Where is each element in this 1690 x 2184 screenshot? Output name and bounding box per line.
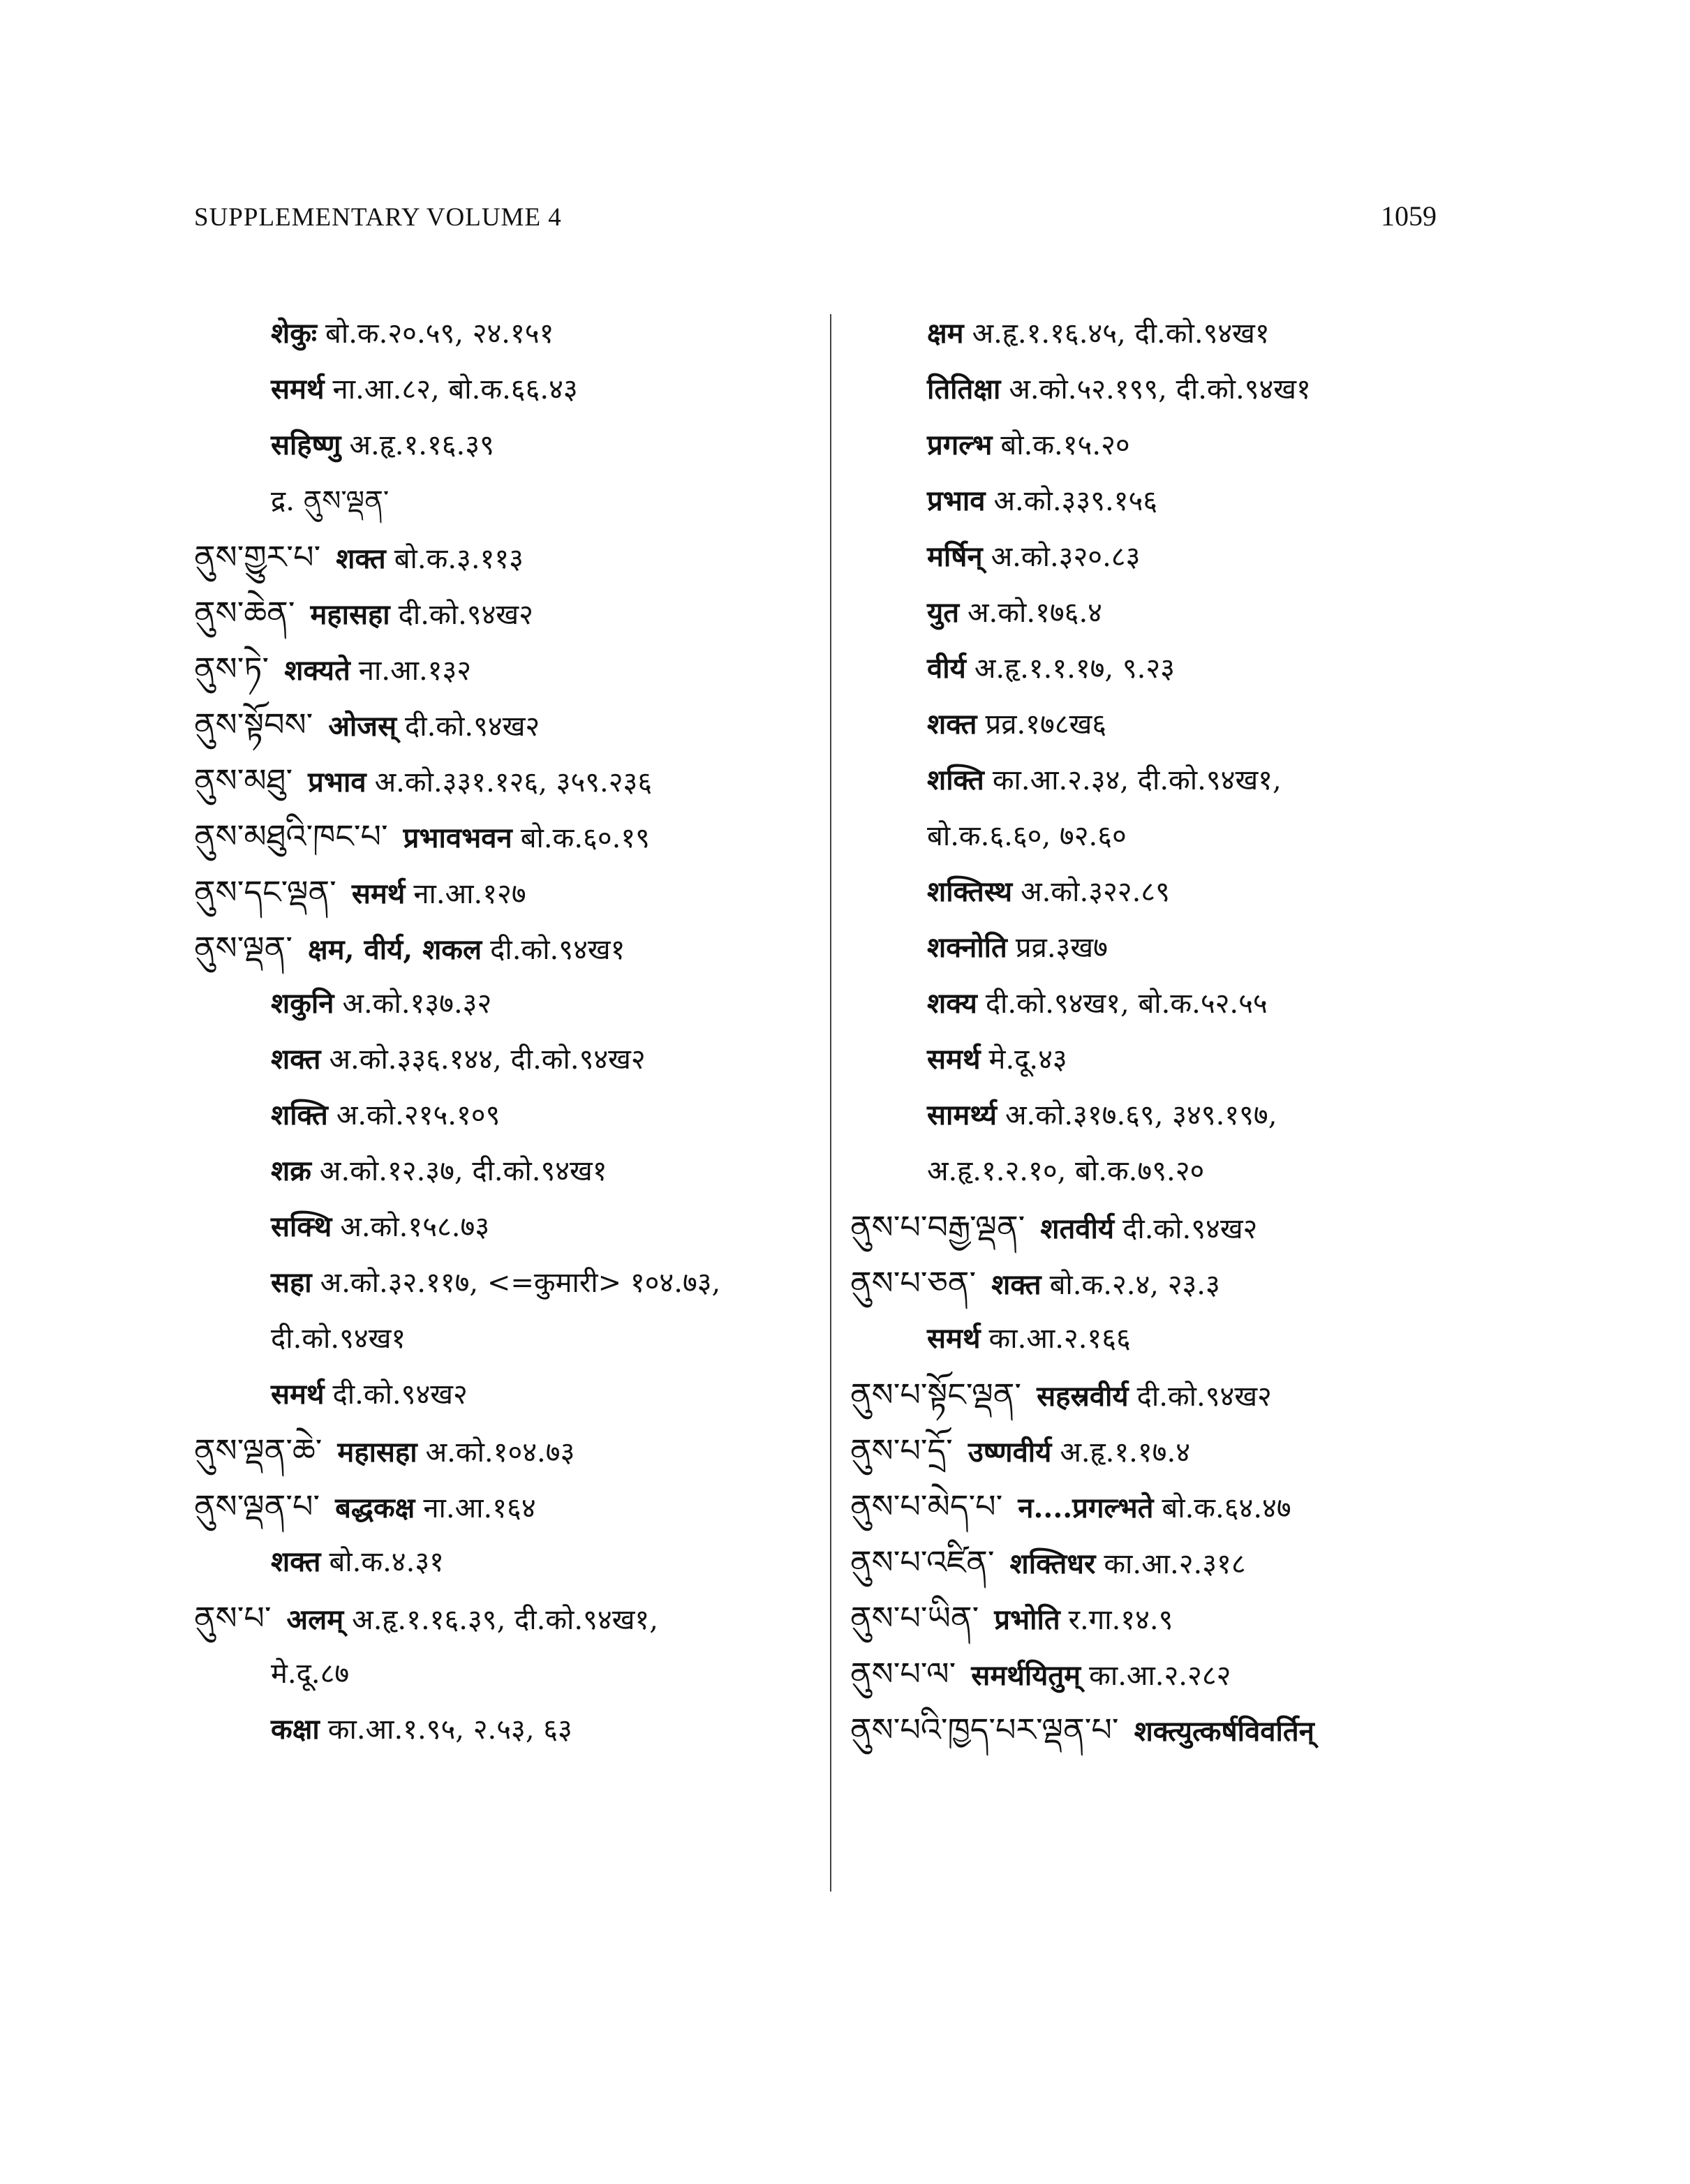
right-column [850,306,1478,1758]
source-reference: मे.दू.४३ [988,1043,1067,1076]
sense-line [850,1032,1478,1087]
source-reference: दी.को.९४ख२ [332,1379,468,1411]
sense-line [194,1367,822,1422]
source-reference: अ.हृ.१.२.१०, बो.क.७९.२० [927,1155,1205,1187]
sense-line [850,1311,1478,1367]
source-reference: अ.को.३२०.८३ [991,541,1141,573]
sanskrit-equivalent: क्षम [927,317,964,350]
tibetan-headword: ནུས་པ་སྟོང་ལྡན་ [850,1376,1022,1413]
dictionary-entry [194,585,822,641]
tibetan-headword: ནུས་མཐུའི་ཁང་པ་ [194,817,388,855]
sanskrit-equivalent: शक्त [927,708,977,741]
dictionary-entry [850,1646,1478,1702]
column-divider [830,314,831,1892]
tibetan-headword: ནུས་ལྡན་ [194,929,292,967]
sanskrit-equivalent: महासहा [337,1436,417,1469]
source-reference: अ.को.३१७.६९, ३४९.१९७, [1005,1099,1277,1131]
sanskrit-equivalent: शतवीर्य [1040,1212,1115,1245]
sanskrit-equivalent: युत [927,596,959,629]
source-reference: बो.क.६४.४७ [1162,1492,1291,1524]
source-reference: ना.आ.८२, बो.क.६६.४३ [332,373,578,406]
tibetan-headword: ནུས་པ་བརྒྱ་ལྡན་ [850,1208,1025,1246]
sense-line [850,473,1478,529]
sanskrit-equivalent: सहिष्णु [271,429,341,461]
sanskrit-equivalent: समर्थ [271,373,325,406]
source-reference: अ.हृ.१.१७.४ [1060,1436,1190,1469]
source-reference: बो.क.६.६०, ७२.६० [927,820,1127,852]
dictionary-entry [194,808,822,864]
dictionary-entry [194,920,822,976]
tibetan-headword: ནུས་མཐུ་ [194,762,293,799]
tibetan-headword: ནུས་པ་དྲོ་ [850,1432,953,1469]
sense-line [850,864,1478,920]
sense-line [850,362,1478,417]
sense-line [194,1032,822,1087]
tibetan-headword: ནུས་པ་འཛིན་ [850,1543,995,1581]
dictionary-entry [850,1478,1478,1534]
source-reference: अ.को.५२.१९९, दी.को.९४ख१ [1009,373,1311,406]
source-reference: दी.को.९४ख२ [1122,1213,1258,1245]
source-reference: अ.को.३३६.१४४, दी.को.९४ख२ [329,1043,646,1076]
source-reference: दी.को.९४ख२ [404,711,540,743]
tibetan-headword: ནུས་གྱུར་པ་ [194,538,321,576]
dictionary-entry [850,1422,1478,1478]
sense-line [194,1087,822,1143]
sanskrit-equivalent: तितिक्षा [927,373,1001,406]
sense-line [850,976,1478,1032]
tibetan-headword: ནུས་སྟོབས་ [194,706,313,743]
dictionary-entry [850,1590,1478,1646]
sense-line [850,585,1478,641]
sanskrit-equivalent: प्रभावभवन [403,822,512,854]
dictionary-entry [194,1590,822,1646]
sanskrit-equivalent: सहा [271,1266,312,1299]
source-reference: अ.को.१०४.७३ [425,1436,575,1469]
tibetan-headword: ནུས་ཏེ་ [194,650,269,688]
sense-line [194,1143,822,1199]
left-column [194,306,822,1758]
tibetan-headword: ནུས་པ་ཅན་ [850,1264,977,1302]
source-reference: बो.क.२०.५९, २४.१५१ [325,318,554,350]
source-reference: दी.को.९४ख२ [398,599,533,631]
source-reference: का.आ.२.३४, दी.को.९४ख१, [992,764,1282,796]
sense-line [850,1087,1478,1143]
sense-line [194,1702,822,1758]
source-reference: ना.आ.१३२ [358,655,472,687]
entry-continuation [194,1311,822,1367]
source-reference: अ.हृ.१.१.१७, ९.२३ [974,653,1175,685]
sense-line [850,697,1478,752]
sanskrit-equivalent: मर्षिन् [927,540,983,573]
sanskrit-equivalent: शकुनि [271,987,334,1020]
sanskrit-equivalent: सहस्रवीर्य [1037,1380,1129,1413]
sanskrit-equivalent: अलम् [286,1603,344,1636]
sanskrit-equivalent: शक्ति [271,1099,328,1131]
source-reference: बो.क.२.४, २३.३ [1049,1269,1220,1301]
sense-line [194,306,822,362]
dictionary-entry [194,1478,822,1534]
sense-line [194,1534,822,1590]
sense-line [850,417,1478,473]
source-reference: अ.को.३२.११७, <=कुमारी> १०४.७३, [320,1267,721,1299]
running-title: SUPPLEMENTARY VOLUME 4 [194,203,562,232]
source-reference: अ.को.२१५.१०९ [336,1099,501,1131]
source-reference: दी.को.९४ख१ [490,934,625,966]
source-reference: बो.क.३.११३ [394,543,524,575]
source-reference: अ.को.१३७.३२ [342,988,492,1020]
source-reference: अ.को.१७६.४ [968,597,1102,629]
source-reference: बो.क.१५.२० [1000,429,1130,461]
source-reference: मे.दू.८७ [271,1658,350,1690]
sanskrit-equivalent: बद्धकक्ष [335,1492,415,1524]
sanskrit-equivalent: शक्त्युत्कर्षविवर्तिन् [1134,1715,1314,1748]
tibetan-headword: ནུས་པ་ཡིན་ [850,1599,979,1637]
source-reference: अ.को.१५८.७३ [340,1211,490,1243]
sense-line [194,473,822,529]
sanskrit-equivalent: शक्तिधर [1009,1547,1096,1580]
sanskrit-equivalent: शक्नोति [927,931,1007,964]
sanskrit-equivalent: शक्यते [284,654,350,687]
sanskrit-equivalent: समर्थ [351,877,406,910]
source-reference: अ.हृ.१.१६.४५, दी.को.९४ख१ [972,318,1270,350]
source-reference: अ.को.३३९.१५६ [993,485,1158,517]
sanskrit-equivalent: समर्थ [927,1322,981,1355]
sanskrit-equivalent: समर्थ [271,1378,325,1411]
page-number: 1059 [1381,200,1437,232]
source-reference: अ.को.३२२.८९ [1021,876,1170,908]
sanskrit-equivalent: समर्थयितुम् [971,1659,1081,1692]
sanskrit-equivalent: कक्षा [271,1713,320,1746]
sanskrit-equivalent: न....प्रगल्भते [1018,1492,1154,1524]
tibetan-headword: ནུས་ལྡན་པ་ [194,1487,320,1525]
source-reference: अ.को.१२.३७, दी.को.९४ख१ [319,1155,607,1187]
dictionary-entry [850,1255,1478,1311]
sanskrit-equivalent: क्षम, वीर्य, शकल [308,933,482,966]
dictionary-entry [194,1422,822,1478]
sense-line [850,641,1478,697]
source-reference: प्रव्र.३ख७ [1015,932,1108,964]
source-reference: अ.को.३३१.१२६, ३५९.२३६ [374,766,653,798]
source-reference: अ.हृ.१.१६.३९ [349,429,494,461]
sense-line [194,362,822,417]
dictionary-entry [850,1199,1478,1255]
sanskrit-equivalent: ओजस् [328,710,396,743]
tibetan-headword: ནུས་ལྡན་ཆེ་ [194,1432,323,1469]
source-reference: का.आ.२.२८२ [1089,1660,1231,1692]
dictionary-entry [850,1702,1478,1758]
sanskrit-equivalent: सामर्थ्य [927,1099,997,1131]
sanskrit-equivalent: समर्थ [927,1043,981,1076]
source-reference: ना.आ.१६४ [423,1492,536,1524]
tibetan-headword: ནུས་པ་ [194,1599,272,1637]
source-reference: का.आ.१.९५, २.५३, ६३ [327,1714,572,1746]
sanskrit-equivalent: प्रगल्भ [927,429,993,461]
entry-continuation [850,808,1478,864]
source-reference: दी.को.९४ख१, बो.क.५२.५५ [985,988,1268,1020]
entry-continuation [194,1646,822,1702]
dictionary-entry [850,1534,1478,1590]
dictionary-entry [194,752,822,808]
source-reference: प्रव्र.१७८ख६ [985,708,1107,741]
dictionary-entry [194,529,822,585]
source-reference: दी.को.९४ख१ [271,1323,406,1355]
sanskrit-equivalent: शक्र [271,1154,311,1187]
sanskrit-equivalent: प्रभोति [994,1603,1060,1636]
source-reference: ना.आ.१२७ [413,878,526,910]
source-reference: का.आ.२.३१८ [1104,1548,1246,1580]
sanskrit-equivalent: प्रभाव [927,484,986,517]
tibetan-headword: ནུས་ཆེན་ [194,594,295,632]
sense-line [850,529,1478,585]
sanskrit-equivalent: शक्त [336,542,386,575]
sense-line [850,752,1478,808]
sense-line [194,976,822,1032]
entry-continuation [850,1143,1478,1199]
sense-line [194,1255,822,1311]
sense-line [850,920,1478,976]
source-reference: द्र. ནུས་ལྡན་ [271,485,390,517]
dictionary-entry [194,641,822,697]
tibetan-headword: ནུས་དང་ལྡན་ [194,873,336,911]
sanskrit-equivalent: महासहा [310,598,390,631]
sanskrit-equivalent: शक्त [991,1268,1042,1301]
tibetan-headword: ནུས་པའི་ཁྱད་པར་ལྡན་པ་ [850,1711,1119,1748]
sanskrit-equivalent: शक्तिस्थ [927,875,1013,908]
tibetan-headword: ནུས་པ་མེད་པ་ [850,1487,1003,1525]
sanskrit-equivalent: शक्त [271,1043,321,1076]
source-reference: र.गा.१४.९ [1068,1604,1173,1636]
sense-line [850,306,1478,362]
sense-line [194,1199,822,1255]
sanskrit-equivalent: वीर्य [927,652,966,685]
source-reference: अ.हृ.१.१६.३९, दी.को.९४ख१, [352,1604,658,1636]
sanskrit-equivalent: उष्णवीर्य [968,1436,1052,1469]
sanskrit-equivalent: प्रभाव [308,766,366,798]
tibetan-headword: ནུས་པ་ལ་ [850,1655,956,1693]
source-reference: बो.क.६०.१९ [520,822,650,854]
source-reference: का.आ.२.१६६ [988,1323,1131,1355]
source-reference: दी.को.९४ख२ [1136,1381,1272,1413]
dictionary-entry [194,864,822,920]
sanskrit-equivalent: शक्त [271,1545,321,1578]
dictionary-entry [850,1367,1478,1422]
sanskrit-equivalent: शेकुः [271,317,317,350]
sanskrit-equivalent: शक्ति [927,764,984,796]
sanskrit-equivalent: शक्य [927,987,977,1020]
dictionary-entry [194,697,822,752]
source-reference: बो.क.४.३१ [329,1546,444,1578]
sense-line [194,417,822,473]
sanskrit-equivalent: सक्थि [271,1210,332,1243]
